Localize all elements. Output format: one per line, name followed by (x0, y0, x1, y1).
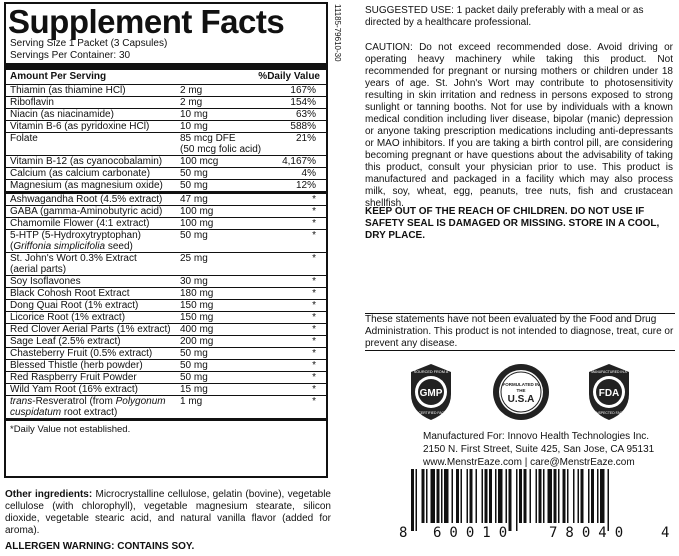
barcode-bar (456, 469, 459, 523)
barcode-bar (524, 469, 527, 523)
ingredient-row: St. John's Wort 0.3% Extract (aerial parts) 25 mg * (6, 253, 326, 276)
allergen-warning: ALLERGEN WARNING: CONTAINS SOY. (5, 541, 195, 552)
caution-text: CAUTION: Do not exceed recommended dose. Avoid driving or operating heavy machinery while taking this product. Not recommended for pregnant or nursing mothers or children under 18 years of age. St. John's Wort may contribute to photosensitivity resulting in skin irritation and redness in persons exposed to strong sunlight or tanning booths. Not for use by individuals with a known medical condition including liver disease, bipolar (manic) depression or anyone taking prescription medications including anti-depressants or MAO inhibitors. If you are taking a birth control pill, are considering becoming pregnant or have questions about the advisability of taking this product, consult your physician prior to use. This product is manufactured and packaged in a facility which may also process milk, soy, wheat, egg, peanuts, tree nuts, fish and crustacean shellfish. (365, 42, 673, 209)
manufacturer-web: www.MenstrEaze.com | care@MenstrEaze.com (423, 457, 635, 468)
manufacturer-address: 2150 N. First Street, Suite 425, San Jose, CA 95131 (423, 444, 655, 455)
divider-thick (6, 63, 326, 70)
ingredient-row: Wild Yam Root (16% extract) 15 mg * (6, 384, 326, 396)
usa-line3: U.S.A (507, 394, 535, 405)
barcode-bar (426, 469, 428, 523)
barcode-bar (558, 469, 560, 523)
barcode-bar (485, 469, 488, 523)
facts-header (6, 70, 326, 85)
barcode-bar (530, 469, 532, 523)
fda-center-label: FDA (598, 388, 620, 399)
servings-per-container: Servings Per Container: 30 (10, 50, 131, 61)
ingredient-row: Chasteberry Fruit (0.5% extract) 50 mg * (6, 348, 326, 360)
barcode-bar (498, 469, 503, 523)
keep-out-warning: KEEP OUT OF THE REACH OF CHILDREN. DO NOT USE IF SAFETY SEAL IS DAMAGED OR MISSING. STORE IN A COOL, DRY PLACE. (365, 206, 660, 241)
gmp-center-label: GMP (419, 388, 443, 399)
ingredient-row: Licorice Root (1% extract) 150 mg * (6, 312, 326, 324)
ingredient-row: Ashwagandha Root (4.5% extract) 47 mg * (6, 194, 326, 206)
supplement-facts-panel (4, 2, 328, 478)
ingredient-row: Blessed Thistle (herb powder) 50 mg * (6, 360, 326, 372)
daily-value-footnote: *Daily Value not established. (10, 424, 131, 435)
barcode-bar (597, 469, 599, 523)
barcode-bar (554, 469, 557, 523)
barcode-bar (600, 469, 605, 523)
nutrient-row: Vitamin B-12 (as cyanocobalamin) 100 mcg 4,167% (6, 156, 326, 168)
gmp-ring-bottom: GMP CERTIFIED FACILITY (409, 411, 453, 415)
barcode-bar (567, 469, 569, 523)
ingredient-row: Red Raspberry Fruit Powder 50 mg * (6, 372, 326, 384)
barcode-bar (452, 469, 454, 523)
other-ingredients: Other ingredients: Microcrystalline cellulose, gelatin (bovine), vegetable cellulose (with chlorophyll), vegetable magnesium stearate, silicon dioxide, vegetable stearic acid, and natural vanilla flavor (added for aroma). (5, 489, 331, 536)
fda-seal-icon (583, 362, 635, 422)
ingredient-row: 5-HTP (5-Hydroxytryptophan) (Griffonia simplicifolia seed) 50 mg * (6, 230, 326, 253)
manufacturer-info (423, 430, 654, 469)
gmp-ring-top: SOURCED FROM A (413, 370, 449, 374)
suggested-use: SUGGESTED USE: 1 packet daily preferably with a meal or as directed by a healthcare professional. (365, 5, 644, 28)
ingredient-row: Chamomile Flower (4:1 extract) 100 mg * (6, 218, 326, 230)
nutrient-row: Folate 85 mcg DFE 21% (50 mcg folic acid) (6, 133, 326, 156)
barcode-right-digits: 78040 (549, 525, 632, 541)
usa-line1: FORMULATED IN (502, 382, 540, 387)
fda-disclaimer: These statements have not been evaluated by the Food and Drug Administration. This product is not intended to diagnose, treat, cure or prevent any disease. (365, 314, 674, 349)
usa-seal-icon (491, 362, 543, 422)
ingredient-row: Black Cohosh Root Extract 180 mg * (6, 288, 326, 300)
barcode-first-digit: 8 (399, 525, 408, 541)
ingredient-row: GABA (gamma-Aminobutyric acid) 100 mg * (6, 206, 326, 218)
nutrient-row: Magnesium (as magnesium oxide) 50 mg 12% (6, 180, 326, 194)
barcode-bar (543, 469, 545, 523)
barcode-bar (489, 469, 492, 523)
barcode-bar (591, 469, 594, 523)
nutrient-row: Calcium (as calcium carbonate) 50 mg 4% (6, 168, 326, 180)
barcode-bar (470, 469, 473, 523)
manufacturer-line1: Manufactured For: Innovo Health Technologies Inc. (423, 431, 650, 442)
amount-per-serving-header: Amount Per Serving (10, 71, 107, 82)
certification-seals (405, 362, 645, 432)
barcode-last-digit: 4 (661, 525, 670, 541)
barcode-bar (578, 469, 580, 523)
ingredient-row: Soy Isoflavones 30 mg * (6, 276, 326, 288)
barcode-bar (539, 469, 542, 523)
barcode-bar (588, 469, 590, 523)
barcode-bar (476, 469, 478, 523)
barcode-bar (516, 469, 518, 531)
barcode-bar (482, 469, 484, 523)
nutrient-row: Niacin (as niacinamide) 10 mg 63% (6, 109, 326, 121)
barcode-bar (563, 469, 566, 523)
barcode-bar (437, 469, 440, 523)
gmp-seal-icon (405, 362, 457, 422)
nutrient-row: Riboflavin 2 mg 154% (6, 97, 326, 109)
barcode-bar (573, 469, 575, 523)
barcode-bar (509, 469, 512, 531)
fda-ring-bottom: FDA INSPECTED FACILITY (587, 411, 631, 415)
barcode-bars-icon (399, 469, 671, 531)
serving-size: Serving Size 1 Packet (3 Capsules) (10, 38, 168, 49)
ingredient-row: Red Clover Aerial Parts (1% extract) 400 mg * (6, 324, 326, 336)
nutrient-row: Vitamin B-6 (as pyridoxine HCl) 10 mg 588% (6, 121, 326, 133)
barcode-bar (416, 469, 418, 531)
barcode-bar (431, 469, 436, 523)
barcode-bar (506, 469, 508, 523)
barcode-bar (444, 469, 449, 523)
ingredient-row: Dong Quai Root (1% extract) 150 mg * (6, 300, 326, 312)
barcode-left-digits: 60010 (433, 525, 516, 541)
vertical-code: 11185-79610-30 (333, 4, 342, 62)
barcode-bar (548, 469, 553, 523)
usa-line2: THE (516, 388, 526, 393)
nutrient-row: Thiamin (as thiamine HCl) 2 mg 167% (6, 85, 326, 97)
barcode-bar (467, 469, 469, 523)
supplement-facts-title: Supplement Facts (8, 3, 285, 40)
barcode-bar (519, 469, 522, 523)
barcode-bar (608, 469, 610, 531)
ingredient-row: Sage Leaf (2.5% extract) 200 mg * (6, 336, 326, 348)
barcode-bar (461, 469, 463, 523)
barcode-bar (536, 469, 538, 523)
barcode-bar (411, 469, 414, 531)
barcode (399, 469, 671, 545)
fda-ring-top: MANUFACTURED IN A (591, 370, 627, 374)
barcode-bar (495, 469, 497, 523)
barcode-bar (422, 469, 425, 523)
ingredient-row: trans-Resveratrol (from Polygonum cuspidatum root extract) 1 mg * (6, 396, 326, 421)
barcode-bar (441, 469, 443, 523)
barcode-bar (581, 469, 584, 523)
daily-value-header: %Daily Value (258, 71, 320, 82)
